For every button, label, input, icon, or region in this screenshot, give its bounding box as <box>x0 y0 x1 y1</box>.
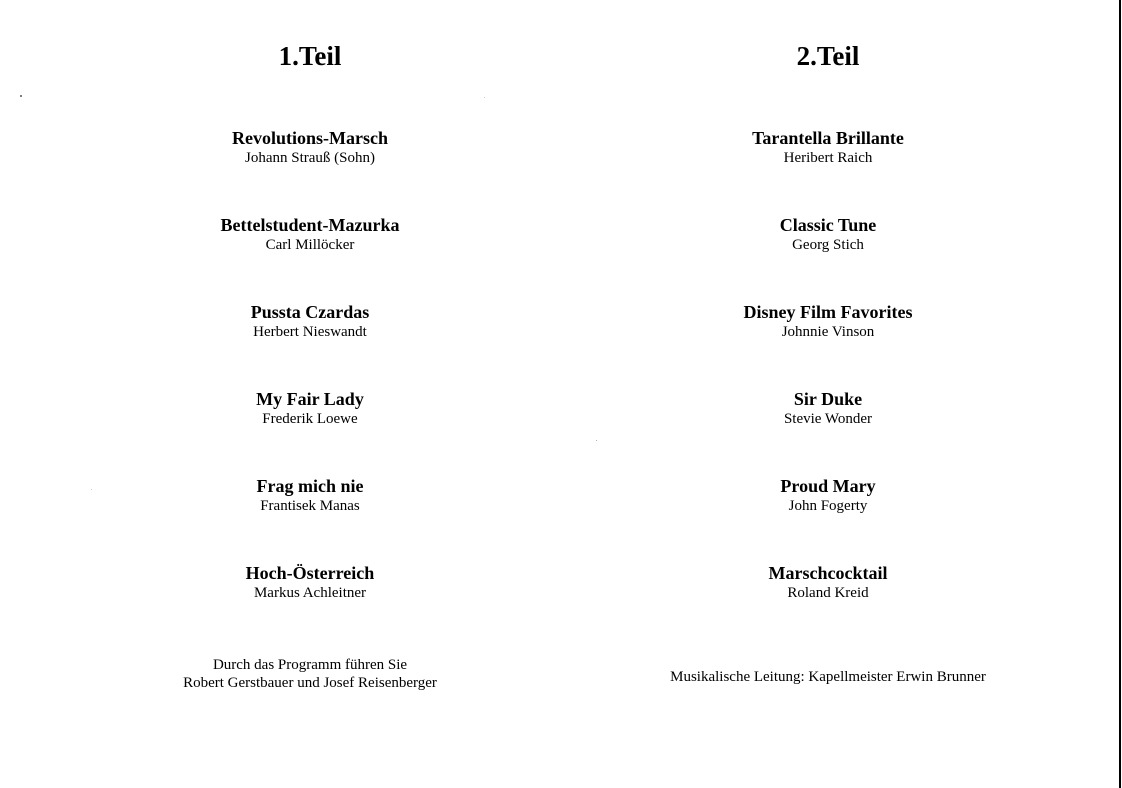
piece-composer: Johnnie Vinson <box>781 324 875 340</box>
piece-title: Pussta Czardas <box>250 302 370 322</box>
program-item <box>548 302 1108 341</box>
piece-title: Revolutions-Marsch <box>232 128 388 148</box>
scan-speck <box>20 95 22 97</box>
program-part-2 <box>548 0 1108 788</box>
piece-title: Marschcocktail <box>768 563 888 583</box>
presenters-line: Durch das Programm führen Sie <box>212 657 408 673</box>
piece-composer: Carl Millöcker <box>265 237 355 253</box>
part-title: 1.Teil <box>278 41 342 71</box>
part-title: 2.Teil <box>796 41 860 71</box>
piece-composer: Stevie Wonder <box>783 411 873 427</box>
piece-composer: Roland Kreid <box>787 585 869 601</box>
conductor-note <box>548 668 1108 686</box>
piece-title: Bettelstudent-Mazurka <box>220 215 400 235</box>
program-item <box>30 389 590 428</box>
program-item <box>548 563 1108 602</box>
piece-title: Classic Tune <box>779 215 877 235</box>
program-item <box>30 128 590 167</box>
program-item <box>548 215 1108 254</box>
piece-composer: Herbert Nieswandt <box>253 324 367 340</box>
piece-composer: Heribert Raich <box>783 150 873 166</box>
piece-title: Proud Mary <box>780 476 876 496</box>
conductor-line: Musikalische Leitung: Kapellmeister Erwin Brunner <box>670 669 986 685</box>
piece-title: My Fair Lady <box>256 389 364 409</box>
piece-composer: Johann Strauß (Sohn) <box>245 150 375 166</box>
piece-title: Hoch-Österreich <box>245 563 375 583</box>
program-item <box>30 563 590 602</box>
program-item <box>30 215 590 254</box>
piece-composer: Frantisek Manas <box>260 498 360 514</box>
piece-composer: John Fogerty <box>788 498 868 514</box>
piece-title: Frag mich nie <box>256 476 364 496</box>
program-item <box>548 389 1108 428</box>
piece-composer: Georg Stich <box>792 237 864 253</box>
program-item <box>30 476 590 515</box>
presenters-note <box>30 656 590 692</box>
piece-title: Tarantella Brillante <box>752 128 904 148</box>
program-item <box>30 302 590 341</box>
page-edge-line <box>1119 0 1121 788</box>
program-item <box>548 476 1108 515</box>
piece-composer: Frederik Loewe <box>262 411 358 427</box>
program-item <box>548 128 1108 167</box>
piece-title: Disney Film Favorites <box>743 302 913 322</box>
program-part-1 <box>30 0 590 788</box>
presenters-names: Robert Gerstbauer und Josef Reisenberger <box>183 675 437 691</box>
piece-title: Sir Duke <box>793 389 863 409</box>
piece-composer: Markus Achleitner <box>253 585 367 601</box>
